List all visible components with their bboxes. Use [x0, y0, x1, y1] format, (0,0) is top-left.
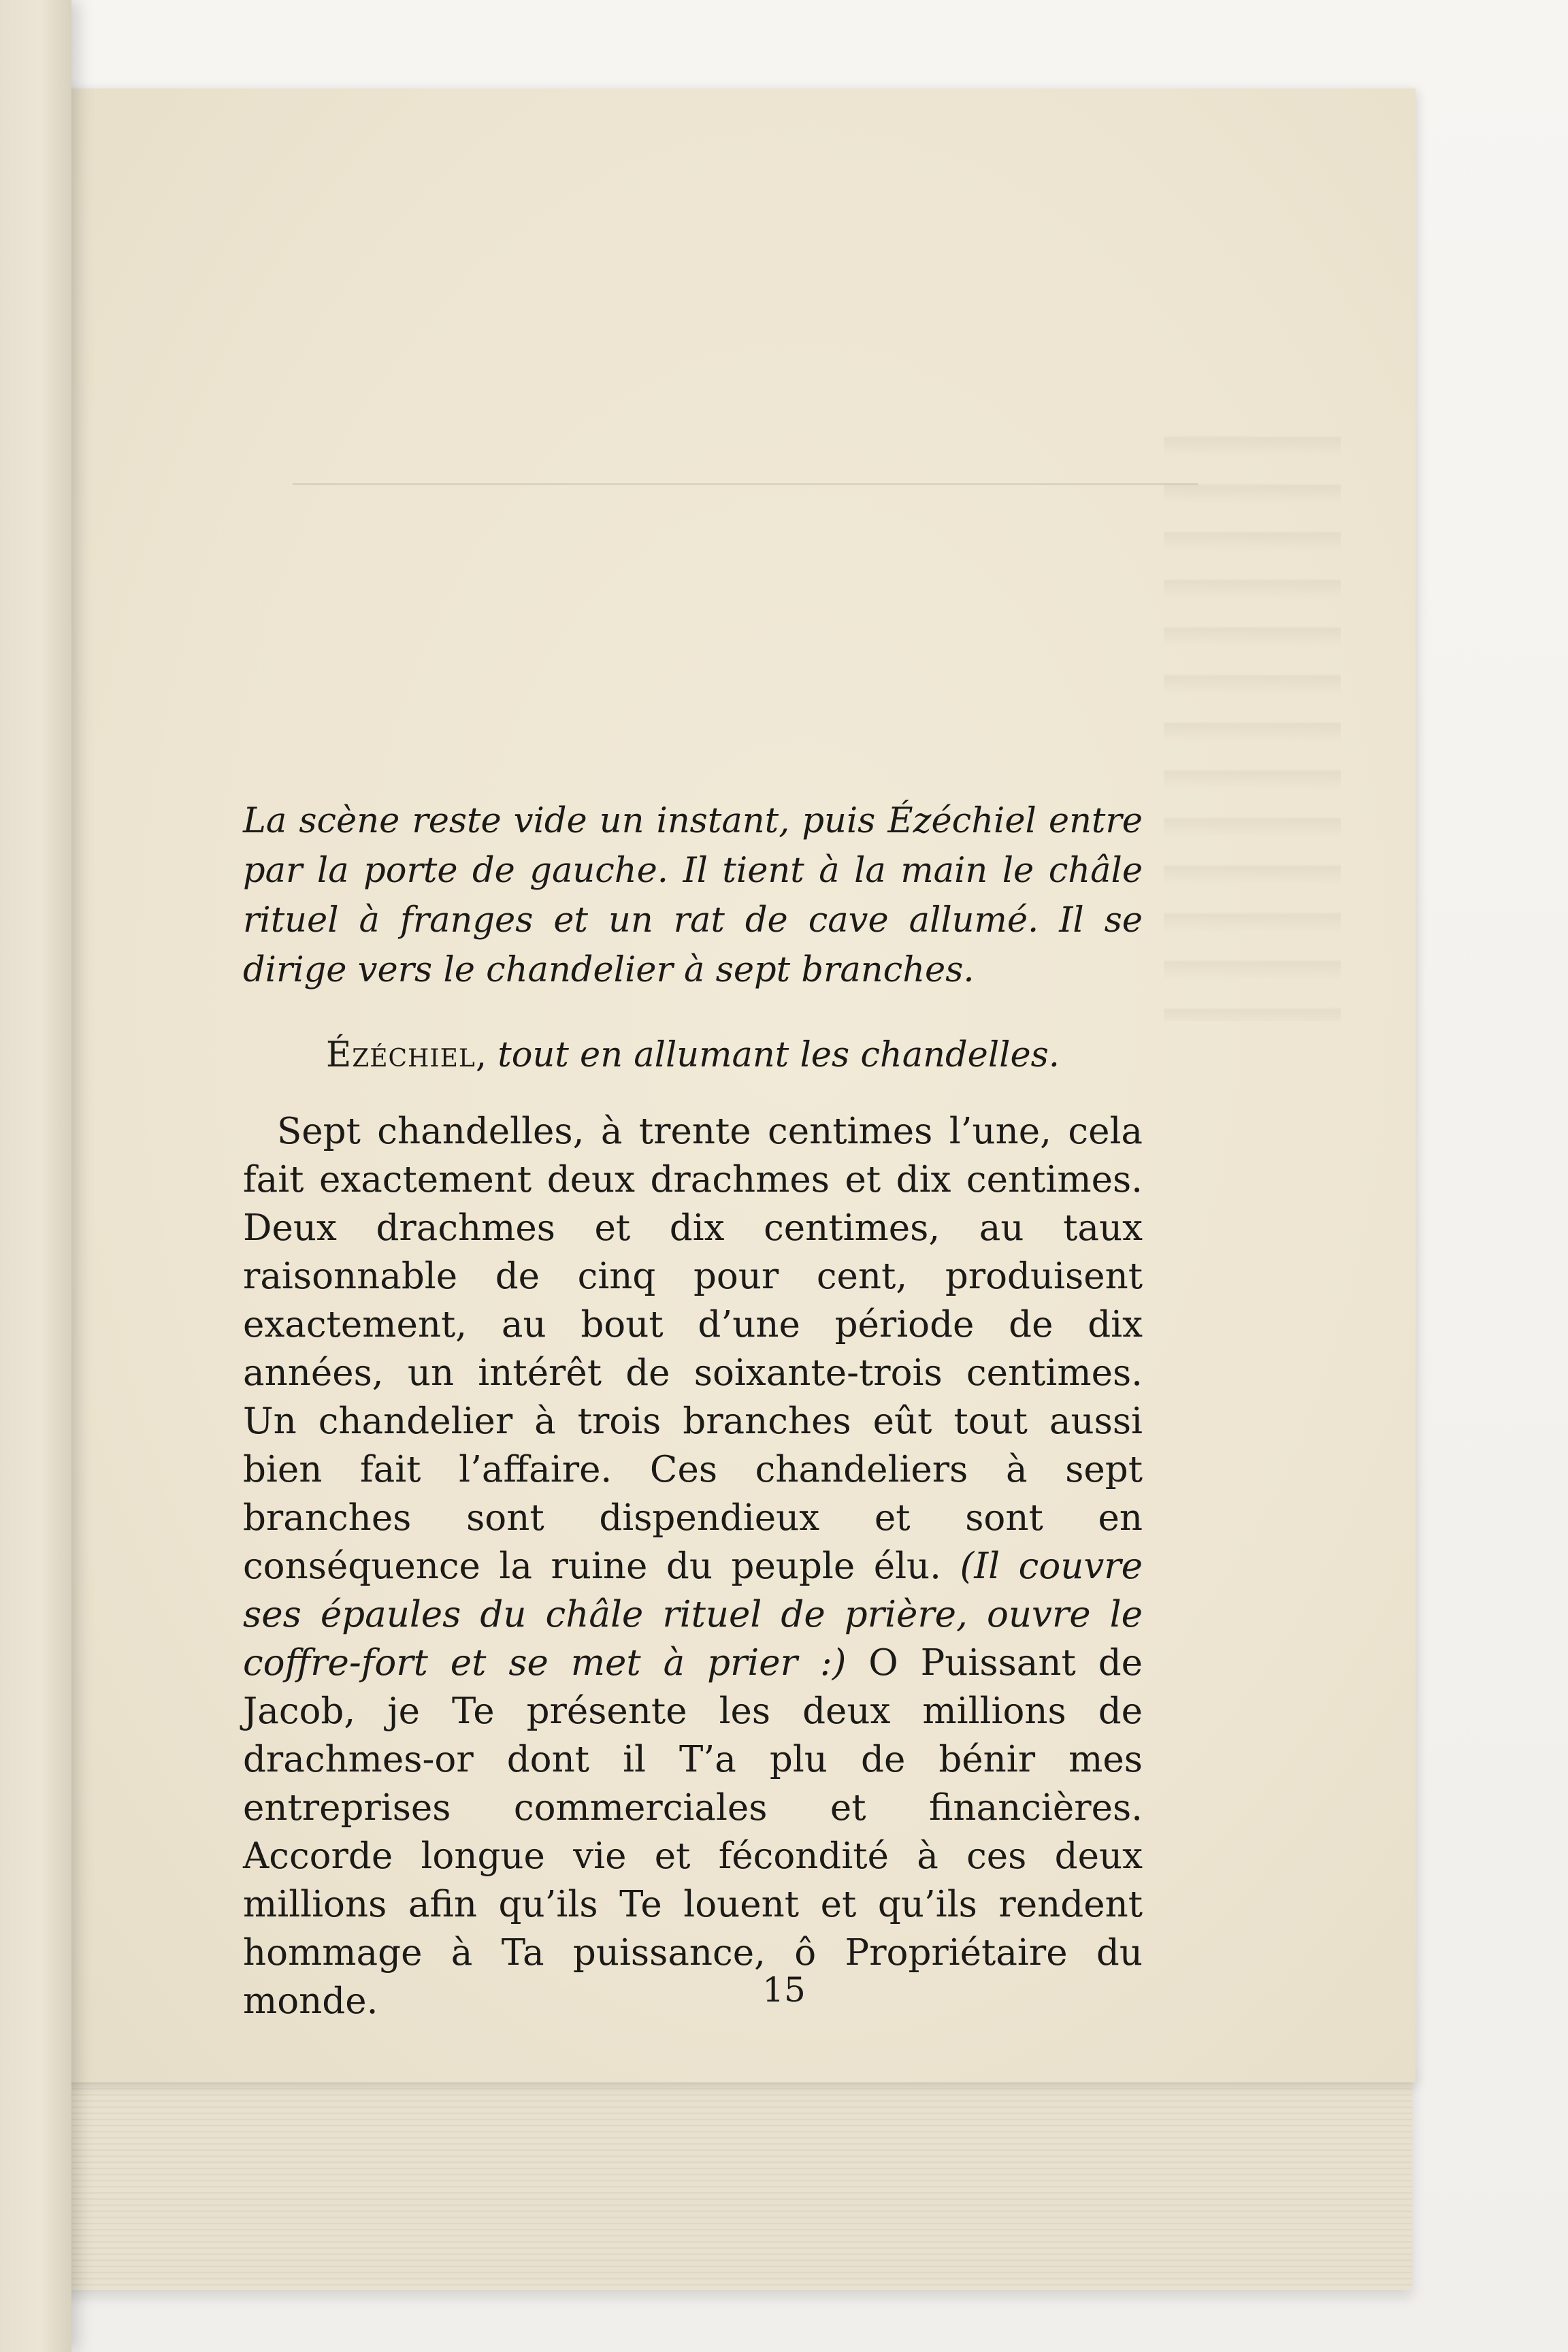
- dialogue-text-2: O Puissant de Jacob, je Te présente les deux millions de drachmes-or dont il T’a plu de bénir mes entreprises commerciales et financières. Accorde longue vie et fécondité à ces deux millions afin qu’ils Te louent et qu’ils rendent hommage à Ta puissance, ô Propriétaire du monde.: [243, 1642, 1143, 2022]
- page-stack-edge: [61, 2065, 1412, 2290]
- dialogue-paragraph: [243, 1107, 1143, 2025]
- speaker-name: Ézéchiel: [325, 1035, 476, 1075]
- show-through-text: [1164, 408, 1341, 1021]
- stage-direction: La scène reste vide un instant, puis Ézéchiel entre par la porte de gauche. Il tient à la main le châle rituel à franges et un rat de cave allumé. Il se dirige vers le chandelier à sept branches.: [243, 801, 1143, 990]
- speaker-separator: ,: [475, 1035, 487, 1075]
- page-number: 15: [762, 1970, 806, 2010]
- dialogue-text-1: Sept chandelles, à trente centimes l’une, cela fait exactement deux drachmes et dix centimes. Deux drachmes et dix centimes, au taux raisonnable de cinq pour cent, produisent exactement, au bout d’une période de dix années, un intérêt de soixante-trois centimes. Un chandelier à trois branches eût tout aussi bien fait l’affaire. Ces chandeliers à sept branches sont dispendieux et sont en conséquence la ruine du peuple élu.: [243, 1111, 1143, 1587]
- speaker-heading: [243, 1030, 1143, 1080]
- page-text-block: [243, 796, 1143, 2025]
- speaker-direction: tout en allumant les chandelles.: [497, 1035, 1060, 1075]
- show-through-rule: [293, 483, 1198, 485]
- inline-stage-direction: (Il couvre ses épaules du châle rituel de prière, ouvre le coffre-fort et se met à prier :): [243, 1546, 1143, 1684]
